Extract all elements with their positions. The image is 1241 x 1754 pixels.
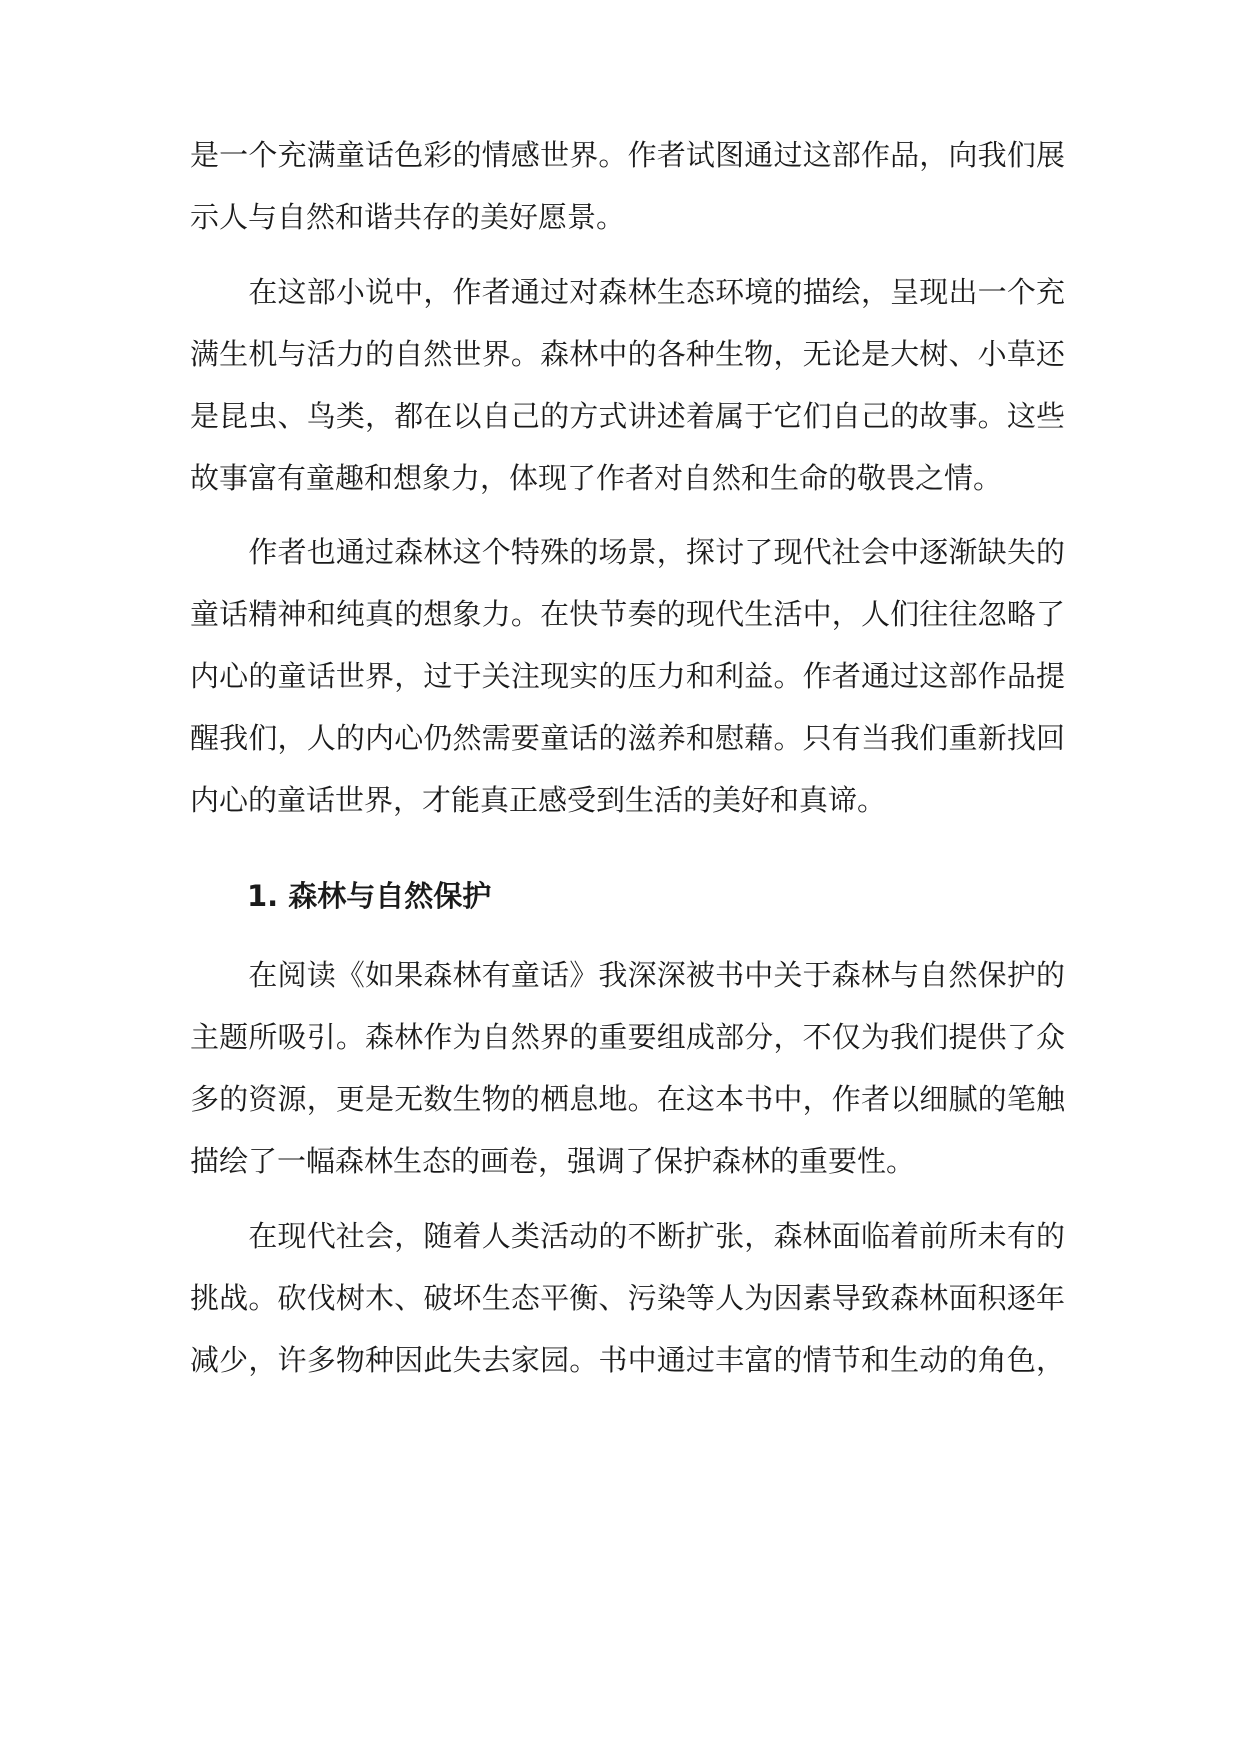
text-line: 内心的童话世界，过于关注现实的压力和利益。作者通过这部作品提 [190,659,1065,693]
text-line: 多的资源，更是无数生物的栖息地。在这本书中，作者以细腻的笔触 [190,1082,1065,1116]
text-line: 醒我们，人的内心仍然需要童话的滋养和慰藉。只有当我们重新找回 [190,721,1065,755]
text-line: 是昆虫、鸟类，都在以自己的方式讲述着属于它们自己的故事。这些 [190,399,1065,433]
section-heading: 1. 森林与自然保护 [247,879,492,913]
text-line: 童话精神和纯真的想象力。在快节奏的现代生活中，人们往往忽略了 [190,597,1065,631]
text-line: 满生机与活力的自然世界。森林中的各种生物，无论是大树、小草还 [190,337,1065,371]
text-line: 是一个充满童话色彩的情感世界。作者试图通过这部作品，向我们展 [190,138,1065,172]
text-line: 描绘了一幅森林生态的画卷，强调了保护森林的重要性。 [190,1144,916,1178]
text-line: 主题所吸引。森林作为自然界的重要组成部分，不仅为我们提供了众 [190,1020,1065,1054]
text-line: 在现代社会，随着人类活动的不断扩张，森林面临着前所未有的 [190,1219,1065,1253]
text-line: 内心的童话世界，才能真正感受到生活的美好和真谛。 [190,783,887,817]
text-line: 减少，许多物种因此失去家园。书中通过丰富的情节和生动的角色， [190,1343,1065,1377]
text-line: 在这部小说中，作者通过对森林生态环境的描绘，呈现出一个充 [190,275,1065,309]
text-line: 示人与自然和谐共存的美好愿景。 [190,200,626,234]
text-line: 作者也通过森林这个特殊的场景，探讨了现代社会中逐渐缺失的 [190,535,1065,569]
text-line: 挑战。砍伐树木、破坏生态平衡、污染等人为因素导致森林面积逐年 [190,1281,1065,1315]
text-line: 在阅读《如果森林有童话》我深深被书中关于森林与自然保护的 [190,958,1065,992]
text-line: 故事富有童趣和想象力，体现了作者对自然和生命的敬畏之情。 [190,461,1003,495]
